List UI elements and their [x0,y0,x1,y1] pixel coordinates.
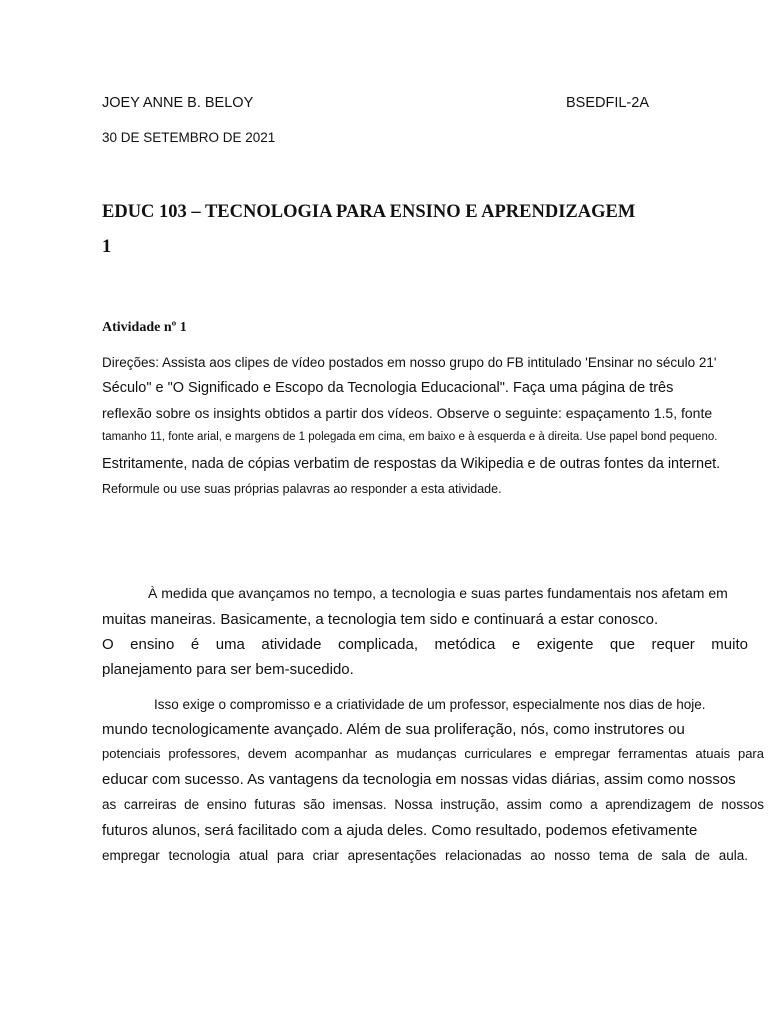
course-title-continued: 1 [102,237,112,257]
directions-line: Século" e "O Significado e Escopo da Tecnologia Educacional". Faça uma página de três [102,380,674,396]
body-paragraph-line: muitas maneiras. Basicamente, a tecnologia tem sido e continuará a estar conosco. [102,611,659,628]
directions-line: tamanho 11, fonte arial, e margens de 1 polegada em cima, em baixo e à esquerda e à direita. Use papel bond pequeno. [102,431,718,443]
directions-line: Estritamente, nada de cópias verbatim de respostas da Wikipedia e de outras fontes da internet. [102,456,721,472]
document-date: 30 DE SETEMBRO DE 2021 [102,130,276,145]
directions-line: Reformule ou use suas próprias palavras ao responder a esta atividade. [102,482,502,496]
body-paragraph-line: Isso exige o compromisso e a criatividade de um professor, especialmente nos dias de hoje. [154,697,706,712]
course-title: EDUC 103 – TECNOLOGIA PARA ENSINO E APRENDIZAGEM [102,202,636,222]
student-name: JOEY ANNE B. BELOY [102,95,254,111]
directions-line: reflexão sobre os insights obtidos a partir dos vídeos. Observe o seguinte: espaçamento 1.5, fonte [102,405,713,421]
body-paragraph-line: O ensino é uma atividade complicada, metódica e exigente que requer muito [102,636,748,653]
body-paragraph-line: futuros alunos, será facilitado com a ajuda deles. Como resultado, podemos efetivamente [102,822,698,839]
body-paragraph-line: À medida que avançamos no tempo, a tecnologia e suas partes fundamentais nos afetam em [148,585,728,601]
body-paragraph-line: empregar tecnologia atual para criar apresentações relacionadas ao nosso tema de sala de aula. [102,848,748,863]
body-paragraph-line: planejamento para ser bem-sucedido. [102,661,354,678]
body-paragraph-line: educar com sucesso. As vantagens da tecnologia em nossas vidas diárias, assim como nossos [102,771,736,788]
class-code: BSEDFIL-2A [566,95,649,111]
directions-line: Direções: Assista aos clipes de vídeo postados em nosso grupo do FB intitulado 'Ensinar no século 21' [102,355,717,370]
body-paragraph-line: potenciais professores, devem acompanhar as mudanças curriculares e empregar ferramentas atuais para [102,746,764,761]
body-paragraph-line: as carreiras de ensino futuras são imensas. Nossa instrução, assim como a aprendizagem de nossos [102,797,764,812]
activity-heading: Atividade nº 1 [102,320,187,335]
body-paragraph-line: mundo tecnologicamente avançado. Além de sua proliferação, nós, como instrutores ou [102,721,685,738]
